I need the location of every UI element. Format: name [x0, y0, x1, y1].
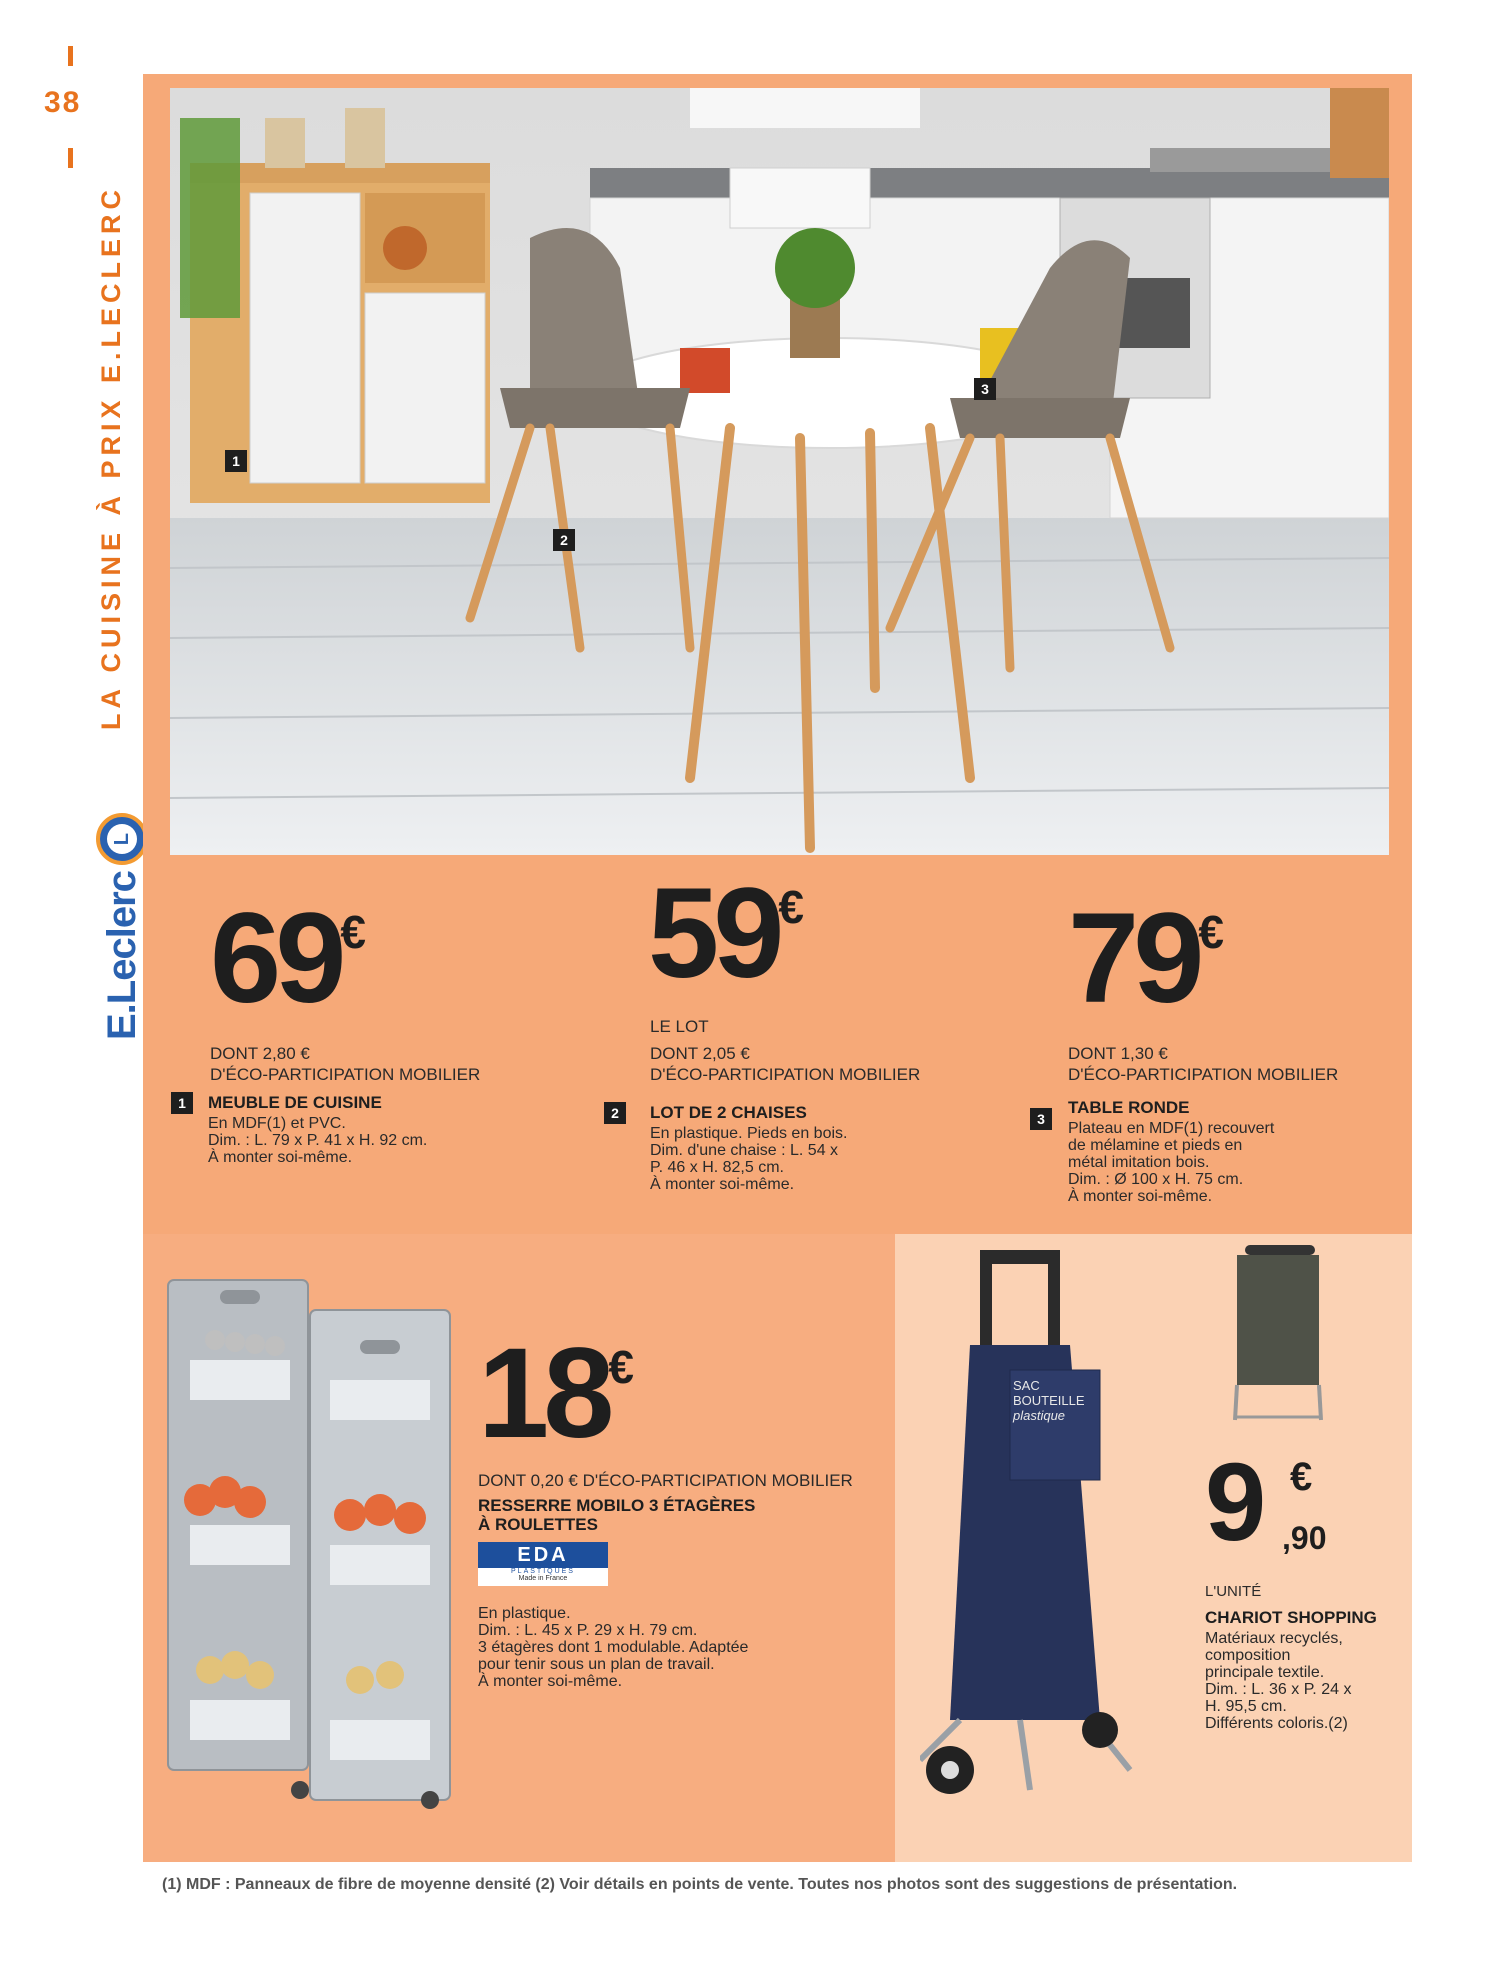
desc-line: À monter soi-même. — [650, 1176, 795, 1193]
product-name: MEUBLE DE CUISINE — [208, 1093, 382, 1112]
price-chaises — [648, 862, 804, 1005]
desc-line: principale textile. — [1205, 1664, 1325, 1681]
eda-logo-text: EDA — [478, 1542, 608, 1568]
eco-participation — [210, 1043, 480, 1085]
bag-print-line: plastique — [1013, 1408, 1066, 1423]
desc-line: pour tenir sous un plan de travail. — [478, 1656, 715, 1673]
brand-logo — [96, 813, 148, 1040]
desc-line: Différents coloris.(2) — [1205, 1715, 1348, 1732]
desc-line: Plateau en MDF(1) recouvert — [1068, 1120, 1275, 1137]
desc-line: Dim. : L. 79 x P. 41 x H. 92 cm. — [208, 1132, 428, 1149]
desc-line: À monter soi-même. — [208, 1149, 353, 1166]
price-chariot — [1205, 1441, 1261, 1564]
product-description — [1205, 1630, 1351, 1732]
price-unit: LE LOT — [650, 1017, 709, 1036]
desc-line: Matériaux recyclés, — [1205, 1630, 1343, 1647]
price-integer: 59 — [648, 862, 779, 1005]
brand-name: E.Leclerc — [99, 871, 144, 1040]
product-badge: 2 — [604, 1102, 626, 1124]
desc-line: Dim. d'une chaise : L. 54 x — [650, 1142, 839, 1159]
price-integer: 79 — [1068, 887, 1199, 1030]
eco-amount: DONT 2,80 € — [210, 1044, 310, 1063]
price-integer: 9 — [1205, 1441, 1261, 1564]
kitchen-photo — [170, 88, 1389, 855]
desc-line: 3 étagères dont 1 modulable. Adaptée — [478, 1639, 749, 1656]
product-badge: 1 — [171, 1092, 193, 1114]
bag-print-line: BOUTEILLE — [1013, 1393, 1085, 1408]
kitchen-scene-illustration — [170, 88, 1389, 855]
product-description — [1068, 1120, 1274, 1205]
desc-line: À monter soi-même. — [1068, 1188, 1213, 1205]
price-meuble — [210, 887, 366, 1030]
divider — [68, 148, 73, 168]
eco-amount: DONT 2,05 € — [650, 1044, 750, 1063]
price-resserre — [478, 1322, 634, 1465]
desc-line: À monter soi-même. — [478, 1673, 623, 1690]
shelf-cart-illustration — [160, 1270, 460, 1810]
price-table — [1068, 887, 1224, 1030]
sidebar — [0, 0, 144, 1964]
product-badge: 2 — [553, 529, 575, 551]
currency-symbol: € — [1290, 1455, 1313, 1499]
eco-participation — [650, 1043, 920, 1085]
product-badge: 1 — [225, 450, 247, 472]
product-description — [650, 1125, 847, 1193]
bag-print-text — [1013, 1378, 1085, 1423]
desc-line: En plastique. — [478, 1605, 571, 1622]
desc-line: métal imitation bois. — [1068, 1154, 1210, 1171]
brand-logo-letter: L — [107, 824, 137, 854]
eco-label: D'ÉCO-PARTICIPATION MOBILIER — [1068, 1065, 1339, 1084]
eco-participation — [1068, 1043, 1338, 1085]
currency-symbol: € — [778, 881, 804, 933]
leclerc-logo-icon — [96, 813, 148, 865]
footnote: (1) MDF : Panneaux de fibre de moyenne densité (2) Voir détails en points de vente. Toutes nos photos sont des suggestions de présentation. — [162, 1876, 1238, 1893]
product-badge: 3 — [974, 378, 996, 400]
product-name: CHARIOT SHOPPING — [1205, 1608, 1377, 1627]
eda-brand-logo — [478, 1542, 608, 1586]
currency-symbol: € — [340, 906, 366, 958]
product-name — [478, 1496, 755, 1534]
product-name: LOT DE 2 CHAISES — [650, 1103, 807, 1122]
eco-amount: DONT 1,30 € — [1068, 1044, 1168, 1063]
product-name-line: RESSERRE MOBILO 3 ÉTAGÈRES — [478, 1496, 756, 1515]
desc-line: Dim. : L. 36 x P. 24 x — [1205, 1681, 1352, 1698]
desc-line: En MDF(1) et PVC. — [208, 1115, 346, 1132]
currency-symbol: € — [1198, 906, 1224, 958]
eda-logo-sub: PLASTIQUES — [511, 1568, 575, 1575]
product-name: TABLE RONDE — [1068, 1098, 1190, 1117]
bag-print-line: SAC — [1013, 1378, 1040, 1393]
currency-symbol: € — [608, 1341, 634, 1393]
price-unit: L'UNITÉ — [1205, 1583, 1262, 1600]
desc-line: Dim. : Ø 100 x H. 75 cm. — [1068, 1171, 1244, 1188]
section-title: LA CUISINE À PRIX E.LECLERC — [96, 184, 126, 730]
desc-line: H. 95,5 cm. — [1205, 1698, 1287, 1715]
price-integer: 69 — [210, 887, 341, 1030]
product-description — [478, 1605, 748, 1690]
desc-line: composition — [1205, 1647, 1291, 1664]
product-name-line: À ROULETTES — [478, 1515, 598, 1534]
desc-line: P. 46 x H. 82,5 cm. — [650, 1159, 784, 1176]
desc-line: de mélamine et pieds en — [1068, 1137, 1243, 1154]
product-badge: 3 — [1030, 1108, 1052, 1130]
price-cents: ,90 — [1282, 1520, 1327, 1556]
eco-participation: DONT 0,20 € D'ÉCO-PARTICIPATION MOBILIER — [478, 1471, 853, 1490]
desc-line: En plastique. Pieds en bois. — [650, 1125, 848, 1142]
shopping-trolley-illustration — [920, 1250, 1180, 1810]
eco-label: D'ÉCO-PARTICIPATION MOBILIER — [650, 1065, 921, 1084]
page-number: 38 — [44, 86, 82, 119]
desc-line: Dim. : L. 45 x P. 29 x H. 79 cm. — [478, 1622, 698, 1639]
price-integer: 18 — [478, 1322, 609, 1465]
eco-label: D'ÉCO-PARTICIPATION MOBILIER — [210, 1065, 481, 1084]
trolley-variant-thumbnail — [1225, 1245, 1335, 1425]
divider — [68, 46, 73, 66]
product-description — [208, 1115, 427, 1166]
made-in-france-label: Made in France — [518, 1575, 568, 1582]
